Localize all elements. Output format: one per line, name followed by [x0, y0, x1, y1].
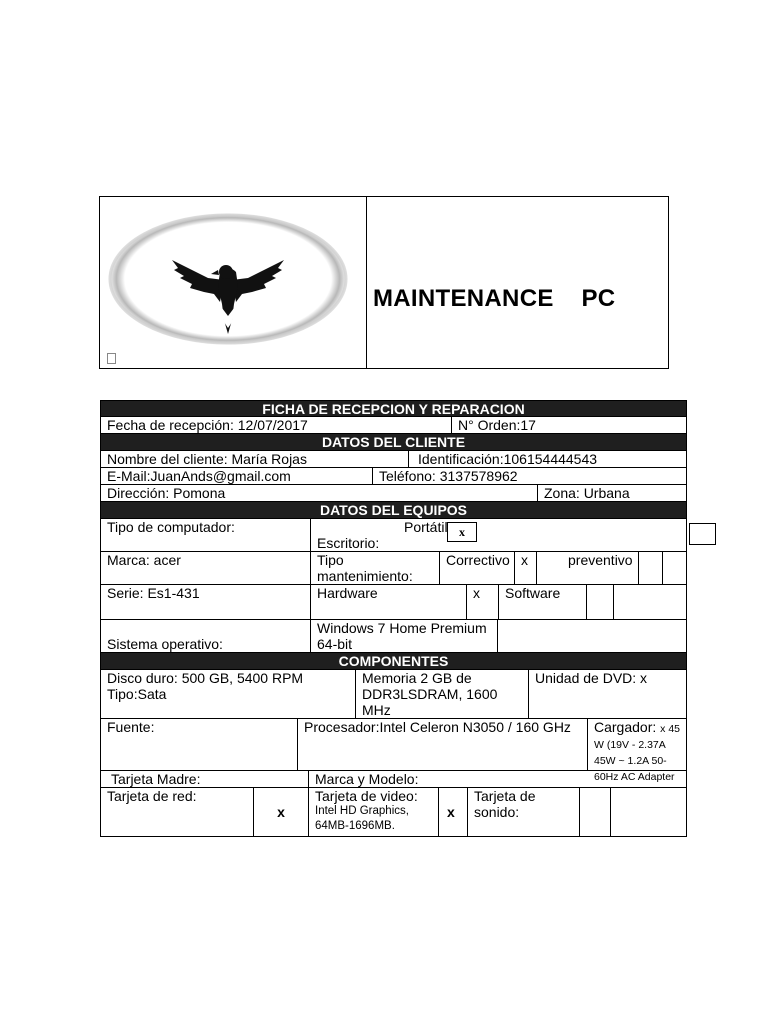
- escritorio-label: Escritorio:: [317, 535, 380, 551]
- tipo-mantenimiento-label: Tipo mantenimiento:: [310, 552, 439, 584]
- sistema-operativo-label: Sistema operativo:: [107, 636, 223, 652]
- marca-modelo: Marca y Modelo:: [308, 771, 686, 787]
- zona-cliente: Zona: Urbana: [537, 485, 686, 501]
- so-row-blank: [497, 620, 686, 652]
- cargador: [587, 719, 686, 783]
- section-cliente: DATOS DEL CLIENTE: [100, 434, 687, 451]
- tarjeta-video-checkbox[interactable]: x: [438, 788, 467, 836]
- outside-checkbox[interactable]: [689, 523, 716, 545]
- page-title: MAINTENANCE PC: [373, 285, 616, 312]
- hardware-checkbox[interactable]: x: [466, 585, 498, 619]
- form-row-disco: [100, 670, 687, 719]
- tarjeta-sonido-label: Tarjeta de sonido:: [467, 788, 579, 836]
- placeholder-glyph-icon: [107, 353, 116, 364]
- tarjeta-red-checkbox[interactable]: x: [253, 788, 308, 836]
- form-row-direccion: [100, 485, 687, 502]
- section-componentes: COMPONENTES: [100, 653, 687, 670]
- header-divider: [366, 196, 367, 369]
- form-row-sistema-operativo: [100, 620, 687, 653]
- form-row-tarjeta-madre: [100, 771, 687, 788]
- software-label: Software: [498, 585, 586, 619]
- reception-form: [100, 400, 687, 837]
- form-row-serie: [100, 585, 687, 620]
- hardware-label: Hardware: [310, 585, 466, 619]
- form-row-tarjetas: [100, 788, 687, 837]
- form-row-fecha: [100, 417, 687, 434]
- disco-duro-tipo: Tipo:Sata: [107, 686, 167, 702]
- form-title: FICHA DE RECEPCION Y REPARACION: [100, 400, 687, 417]
- identificacion: Identificación:106154444543: [408, 451, 686, 467]
- portatil-checkbox[interactable]: x: [447, 522, 477, 542]
- disco-duro-capacidad: Disco duro: 500 GB, 5400 RPM: [107, 670, 304, 686]
- section-equipos: DATOS DEL EQUIPOS: [100, 502, 687, 519]
- procesador: Procesador:Intel Celeron N3050 / 160 GHz: [297, 719, 587, 770]
- unidad-dvd: Unidad de DVD: x: [528, 670, 686, 718]
- software-checkbox[interactable]: [586, 585, 613, 619]
- tarjeta-sonido-checkbox[interactable]: [579, 788, 610, 836]
- preventivo-label: preventivo: [536, 552, 638, 584]
- cargador-label: Cargador:: [594, 719, 657, 735]
- tarjeta-video: [308, 788, 438, 836]
- correctivo-label: Correctivo: [439, 552, 514, 584]
- tarjeta-red-label: Tarjeta de red:: [107, 788, 197, 804]
- fuente: Fuente:: [107, 719, 155, 735]
- form-row-marca: [100, 552, 687, 585]
- tarjetas-row-blank: [610, 788, 686, 836]
- form-row-tipo-computador: [100, 519, 687, 552]
- memoria: Memoria 2 GB de DDR3LSDRAM, 1600 MHz: [355, 670, 528, 718]
- cargador-value: x 45 W (19V - 2.37A 45W ~ 1.2A 50-60Hz AC Adapter: [594, 723, 681, 783]
- tipo-computador-options: [310, 519, 686, 551]
- marca-equipo: Marca: acer: [107, 552, 181, 568]
- direccion-cliente: Dirección: Pomona: [107, 485, 226, 501]
- serie-row-blank: [613, 585, 686, 619]
- correctivo-checkbox[interactable]: x: [514, 552, 536, 584]
- tipo-computador-label: Tipo de computador:: [107, 519, 235, 535]
- sistema-operativo-value: Windows 7 Home Premium 64-bit: [310, 620, 497, 652]
- disco-duro: [101, 670, 355, 718]
- eagle-logo-icon: [108, 212, 348, 348]
- tarjeta-video-value: Intel HD Graphics, 64MB-1696MB.: [315, 805, 409, 832]
- nombre-cliente: Nombre del cliente: María Rojas: [107, 451, 307, 467]
- numero-orden: N° Orden:17: [451, 417, 686, 433]
- marca-row-blank: [662, 552, 686, 584]
- email-cliente: E-Mail:JuanAnds@gmail.com: [107, 468, 291, 484]
- form-row-nombre: [100, 451, 687, 468]
- serie-equipo: Serie: Es1-431: [107, 585, 200, 601]
- tarjeta-madre: Tarjeta Madre:: [111, 771, 201, 787]
- fecha-recepcion: Fecha de recepción: 12/07/2017: [107, 417, 308, 433]
- tarjeta-video-label: Tarjeta de video:: [315, 788, 418, 804]
- preventivo-checkbox[interactable]: [638, 552, 662, 584]
- form-row-email: [100, 468, 687, 485]
- portatil-label: Portátil: [404, 519, 448, 535]
- telefono-cliente: Teléfono: 3137578962: [372, 468, 686, 484]
